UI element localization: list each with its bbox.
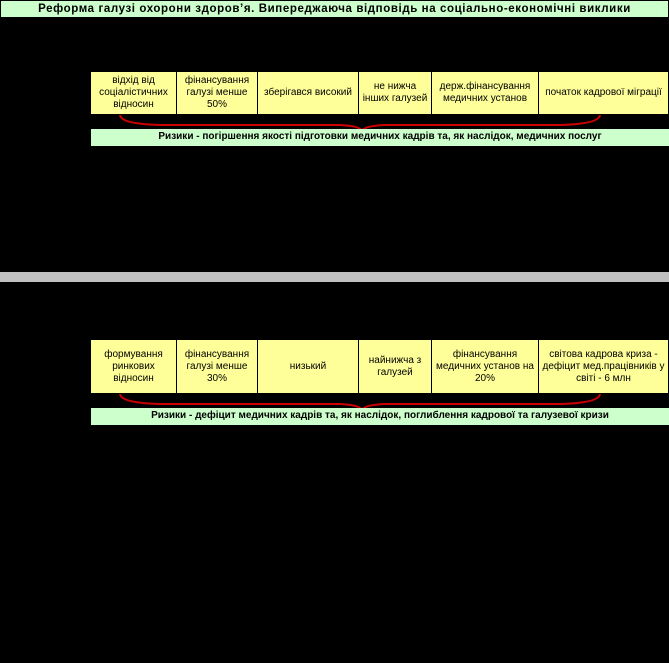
section-divider: [0, 272, 669, 282]
bottom-cell-5: фінансування медичних установ на 20%: [431, 339, 539, 394]
top-cell-5: держ.фінансування медичних установ: [431, 71, 539, 115]
top-cell-1: відхід від соціалістичних відносин: [90, 71, 177, 115]
bottom-cell-2: фінансування галузі менше 30%: [176, 339, 258, 394]
top-cell-4: не нижча інших галузей: [358, 71, 432, 115]
bottom-cell-6: світова кадрова криза - дефіцит мед.працівників у світі - 6 млн: [538, 339, 669, 394]
bottom-cell-4: найнижча з галузей: [358, 339, 432, 394]
top-cell-6: початок кадрової міграції: [538, 71, 669, 115]
top-cell-2: фінансування галузі менше 50%: [176, 71, 258, 115]
bottom-cell-3: низький: [257, 339, 359, 394]
top-risk-banner: Ризики - погіршення якості підготовки медичних кадрів та, як наслідок, медичних послуг: [91, 129, 669, 146]
top-cell-3: зберігався високий: [257, 71, 359, 115]
bottom-cell-1: формування ринкових відносин: [90, 339, 177, 394]
page-title: Реформа галузі охорони здоров’я. Випереджаюча відповідь на соціально-економічні виклики: [0, 0, 669, 18]
bottom-risk-banner: Ризики - дефіцит медичних кадрів та, як наслідок, поглиблення кадрової та галузевої кризи: [91, 408, 669, 425]
